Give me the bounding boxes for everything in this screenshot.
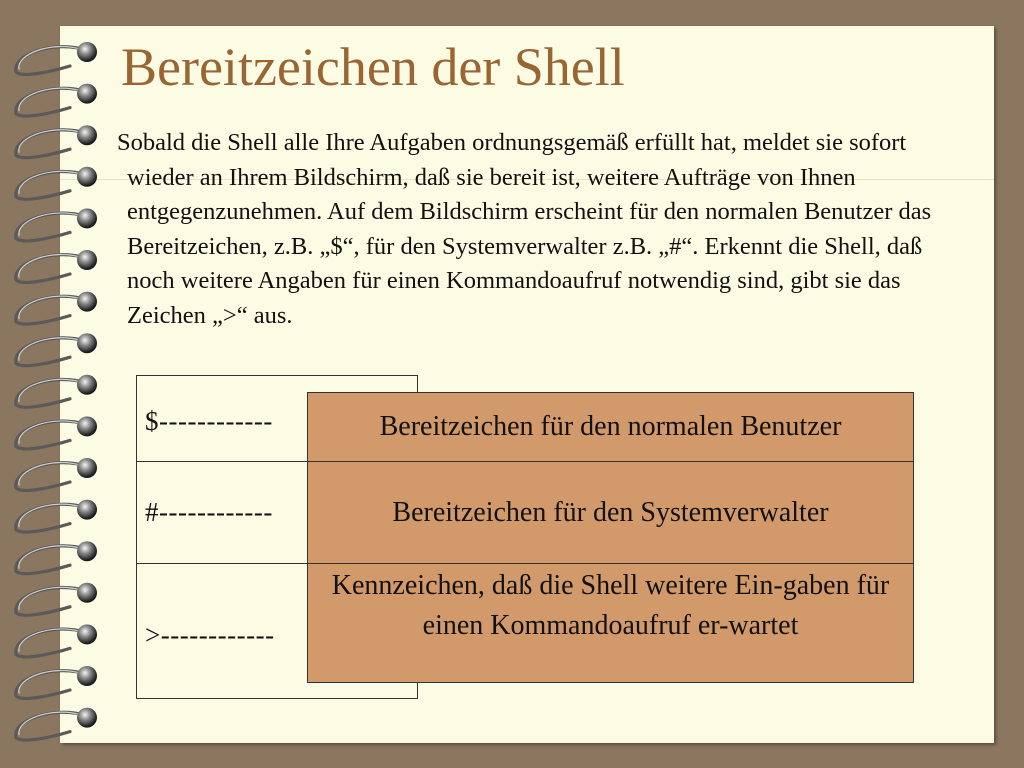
spiral-binding-ring-icon	[16, 666, 97, 698]
spiral-binding-ring-icon	[16, 624, 97, 656]
spiral-binding-ring-icon	[16, 500, 97, 532]
spiral-binding	[0, 0, 110, 768]
spiral-binding-ring-icon	[16, 583, 97, 615]
prompt-description-box	[307, 392, 914, 683]
spiral-binding-ring-icon	[16, 416, 97, 448]
description-system-admin: Bereitzeichen für den Systemverwalter	[308, 461, 913, 563]
description-continuation: Kennzeichen, daß die Shell weitere Ein-gaben für einen Kommandoaufruf er-wartet	[308, 563, 913, 682]
spiral-binding-ring-icon	[16, 208, 97, 240]
description-normal-user: Bereitzeichen für den normalen Benutzer	[379, 411, 842, 442]
spiral-binding-ring-icon	[16, 333, 97, 365]
prompt-symbol-dollar: $------------	[145, 406, 273, 436]
body-paragraph: Sobald die Shell alle Ihre Aufgaben ordnungsgemäß erfüllt hat, meldet sie sofort wieder an Ihrem Bildschirm, daß sie bereit ist, weitere Aufträge von Ihnen entgegenzunehmen. Auf dem Bildschirm erscheint für den normalen Benutzer das Bereitzeichen, z.B. „$“, für den Systemverwalter z.B. „#“. Erkennt die Shell, daß noch weitere Angaben für einen Kommandoaufruf notwendig sind, gibt sie das Zeichen „>“ aus.	[117, 129, 932, 329]
spiral-binding-ring-icon	[16, 375, 97, 407]
spiral-binding-ring-icon	[16, 84, 97, 116]
spiral-binding-ring-icon	[16, 42, 97, 74]
spiral-binding-ring-icon	[16, 458, 97, 490]
spiral-binding-ring-icon	[16, 541, 97, 573]
spiral-binding-ring-icon	[16, 250, 97, 282]
spiral-binding-ring-icon	[16, 708, 97, 740]
spiral-binding-ring-icon	[16, 167, 97, 199]
symbol-divider	[137, 563, 310, 564]
prompt-symbol-greater: >------------	[145, 620, 275, 650]
slide-title: Bereitzeichen der Shell	[121, 37, 625, 97]
symbol-divider	[137, 461, 310, 462]
spiral-binding-ring-icon	[16, 292, 97, 324]
spiral-binding-ring-icon	[16, 125, 97, 157]
prompt-symbol-hash: #------------	[145, 497, 273, 527]
